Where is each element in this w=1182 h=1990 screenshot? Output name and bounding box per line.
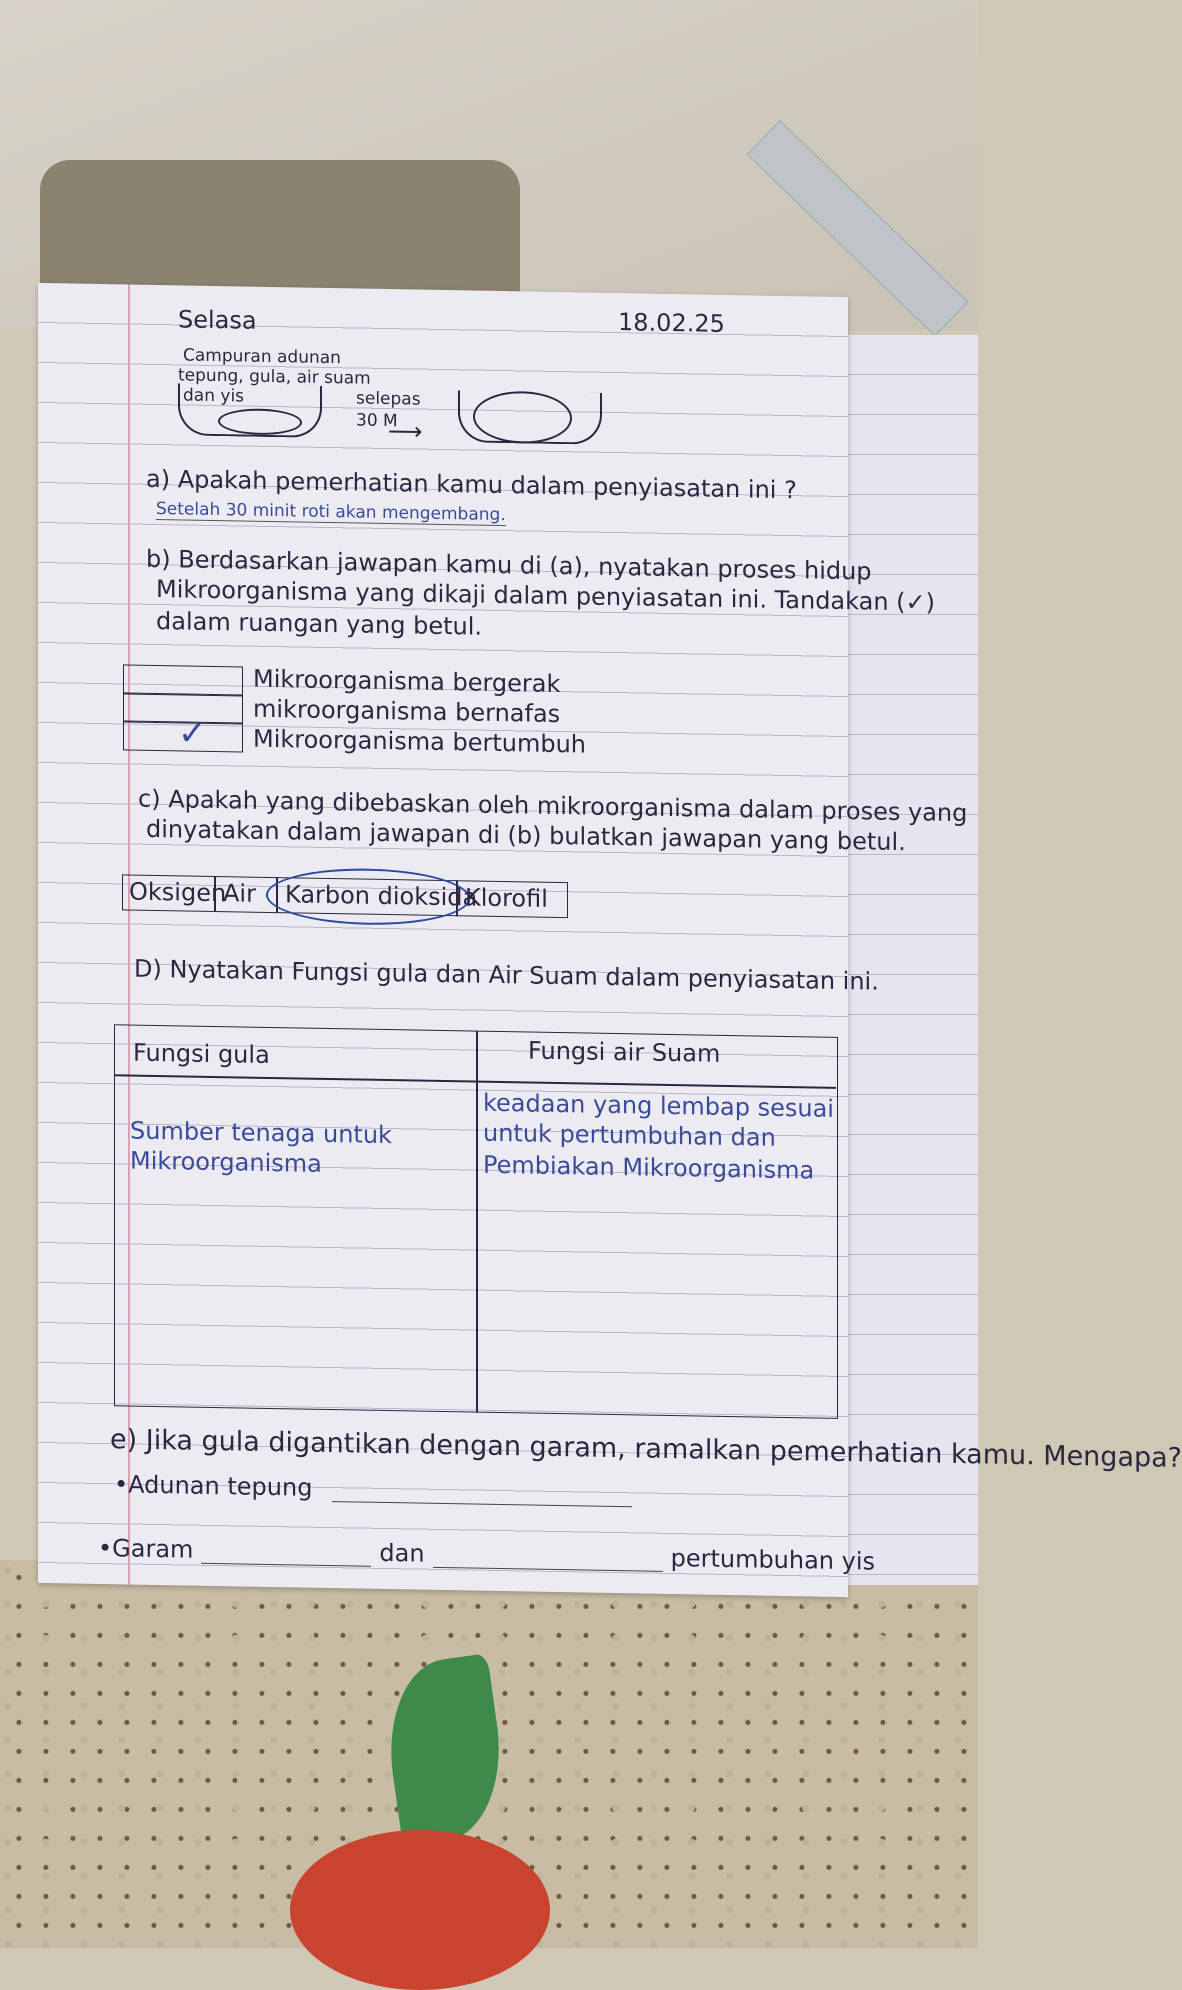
bullet-2-a: Garam bbox=[112, 1534, 194, 1564]
question-c-line2: dinyatakan dalam jawapan di (b) bulatkan jawapan yang betul. bbox=[146, 814, 906, 857]
question-a: a) Apakah pemerhatian kamu dalam penyiasatan ini ? bbox=[146, 464, 797, 505]
arrow-icon: ⟶ bbox=[388, 417, 423, 446]
choice-klorofil-box[interactable] bbox=[456, 880, 568, 918]
after-label: selepas bbox=[356, 388, 421, 410]
choice-oksigen: Oksigen bbox=[129, 877, 227, 908]
bullet-2: •Garam dan pertumbuhan yis bbox=[98, 1533, 876, 1576]
day-label: Selasa bbox=[178, 305, 257, 335]
option-3-label: Mikroorganisma bertumbuh bbox=[253, 724, 586, 759]
blank-line-3[interactable] bbox=[433, 1567, 663, 1572]
cell-gula-line1: Sumber tenaga untuk bbox=[130, 1116, 392, 1150]
circle-mark bbox=[266, 867, 470, 927]
choice-klorofil: Klorofil bbox=[465, 883, 548, 913]
check-mark-icon: ✓ bbox=[178, 713, 207, 754]
choice-oksigen-box[interactable] bbox=[122, 874, 227, 912]
question-d: D) Nyatakan Fungsi gula dan Air Suam dalam penyiasatan ini. bbox=[134, 954, 879, 996]
option-1-label: Mikroorganisma bergerak bbox=[253, 664, 561, 699]
option-2-label: mikroorganisma bernafas bbox=[253, 694, 561, 729]
bullet-2-c: pertumbuhan yis bbox=[670, 1543, 876, 1576]
table-header-air: Fungsi air Suam bbox=[528, 1036, 721, 1068]
cell-air-line2: untuk pertumbuhan dan bbox=[483, 1118, 776, 1152]
time-label: 30 M bbox=[356, 410, 398, 432]
bullet-1-text: Adunan tepung bbox=[128, 1470, 313, 1502]
choice-air: Air bbox=[223, 879, 256, 908]
choice-karbon-dioksida: Karbon dioksida bbox=[285, 880, 478, 912]
flower-pattern bbox=[290, 1830, 550, 1990]
mixture-label-2: tepung, gula, air suam bbox=[178, 365, 371, 389]
blank-line-1[interactable] bbox=[332, 1501, 632, 1507]
question-b-line2: Mikroorganisma yang dikaji dalam penyiasatan ini. Tandakan (✓) bbox=[156, 574, 935, 617]
notebook-page bbox=[38, 283, 1182, 1597]
cell-air-line3: Pembiakan Mikroorganisma bbox=[483, 1150, 815, 1185]
mixture-label-1: Campuran adunan bbox=[183, 345, 341, 369]
question-c-line1: c) Apakah yang dibebaskan oleh mikroorganisma dalam proses yang bbox=[138, 784, 968, 828]
date-label: 18.02.25 bbox=[618, 308, 725, 338]
facing-page bbox=[845, 335, 978, 1585]
bullet-1: •Adunan tepung bbox=[114, 1470, 632, 1507]
cell-air-line1: keadaan yang lembap sesuai bbox=[483, 1088, 834, 1123]
answer-a: Setelah 30 minit roti akan mengembang. bbox=[156, 498, 506, 526]
question-b-line1: b) Berdasarkan jawapan kamu di (a), nyatakan proses hidup bbox=[146, 544, 872, 586]
table-header-gula: Fungsi gula bbox=[133, 1038, 270, 1069]
blank-line-2[interactable] bbox=[201, 1563, 371, 1567]
question-b-line3: dalam ruangan yang betul. bbox=[156, 606, 483, 641]
bullet-2-b: dan bbox=[379, 1538, 425, 1568]
question-e: e) Jika gula digantikan dengan garam, ramalkan pemerhatian kamu. Mengapa? bbox=[110, 1424, 1182, 1474]
table-col-gula bbox=[114, 1024, 478, 1412]
mixture-label-3: dan yis bbox=[183, 385, 245, 407]
checkbox-1[interactable] bbox=[123, 664, 243, 696]
cell-gula-line2: Mikroorganisma bbox=[130, 1146, 322, 1178]
